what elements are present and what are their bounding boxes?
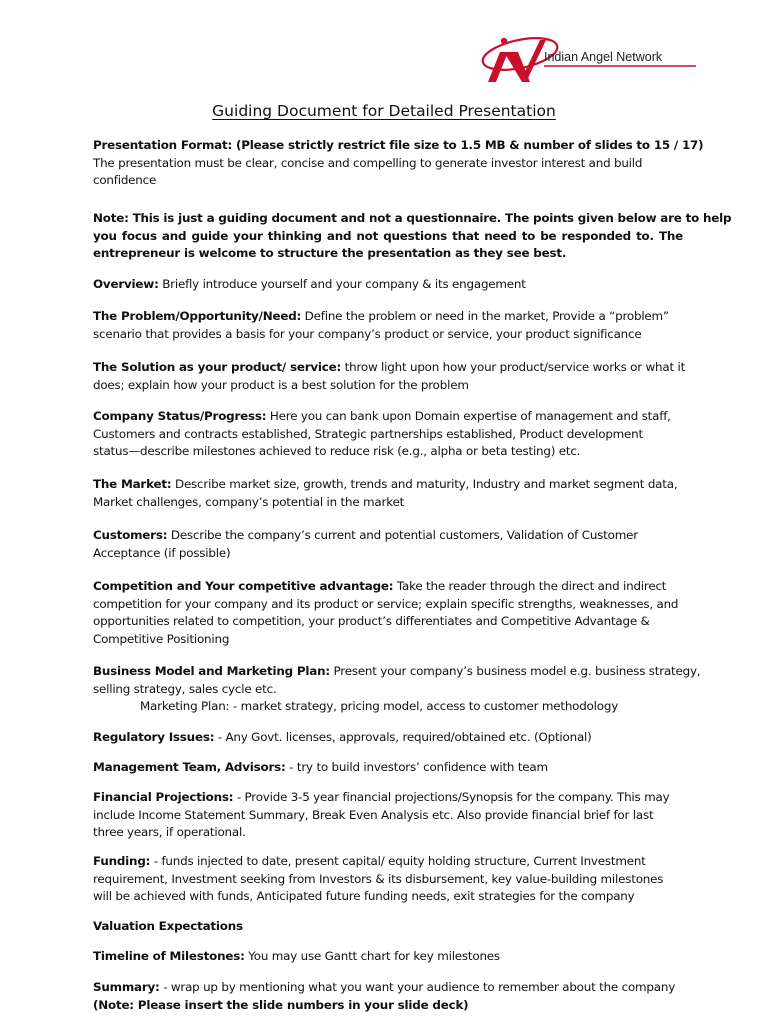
section-problem bbox=[93, 308, 683, 343]
section-label: Financial Projections: bbox=[93, 790, 234, 804]
section-label: Regulatory Issues: bbox=[93, 730, 215, 744]
section-solution bbox=[93, 359, 686, 394]
section-note bbox=[93, 210, 732, 263]
financial-line-2: include Income Statement Summary, Break Even Analysis etc. Also provide financial brief for last bbox=[93, 807, 654, 822]
status-line-1: Here you can bank upon Domain expertise of management and staff, bbox=[266, 409, 671, 423]
status-line-2: Customers and contracts established, Strategic partnerships established, Product development bbox=[93, 426, 643, 441]
section-overview bbox=[93, 276, 683, 294]
section-label: The Problem/Opportunity/Need: bbox=[93, 309, 302, 323]
financial-line-3: three years, if operational. bbox=[93, 825, 246, 839]
section-competition bbox=[93, 578, 683, 648]
funding-line-1: - funds injected to date, present capital/ equity holding structure, Current Investment bbox=[150, 854, 646, 868]
competition-line-1: Take the reader through the direct and indirect bbox=[393, 579, 667, 593]
status-line-3: status—describe milestones achieved to reduce risk (e.g., alpha or beta testing) etc. bbox=[93, 444, 581, 458]
section-management bbox=[93, 759, 683, 777]
page-title: Guiding Document for Detailed Presentation bbox=[212, 102, 556, 120]
logo-name: Indian Angel Network bbox=[544, 50, 663, 64]
section-customers bbox=[93, 527, 683, 562]
section-financial bbox=[93, 789, 683, 842]
section-label: The Market: bbox=[93, 477, 172, 491]
section-label: Competition and Your competitive advantage: bbox=[93, 579, 394, 593]
section-label: Timeline of Milestones: bbox=[93, 949, 245, 963]
customers-line-2: Acceptance (if possible) bbox=[93, 545, 231, 560]
section-valuation bbox=[93, 918, 683, 936]
business-line-3: Marketing Plan: - market strategy, pricing model, access to customer methodology bbox=[140, 699, 619, 713]
section-label: Valuation Expectations bbox=[93, 919, 243, 933]
section-label: Company Status/Progress: bbox=[93, 409, 267, 423]
format-line-3: confidence bbox=[93, 173, 157, 187]
funding-line-3: will be achieved with funds, Anticipated future funding needs, exit strategies for the company bbox=[93, 889, 635, 903]
section-presentation-format bbox=[93, 137, 704, 190]
solution-line-2: does; explain how your product is a best solution for the problem bbox=[93, 377, 469, 392]
note-line-2: you focus and guide your thinking and not questions that need to be responded to. The bbox=[93, 228, 683, 243]
summary-line-1: - wrap up by mentioning what you want your audience to remember about the company bbox=[159, 980, 676, 994]
competition-line-2: competition for your company and its product or service; explain specific strengths, weaknesses, and bbox=[93, 596, 679, 611]
customers-line-1: Describe the company’s current and potential customers, Validation of Customer bbox=[167, 528, 638, 542]
regulatory-line-1: - Any Govt. licenses, approvals, required/obtained etc. (Optional) bbox=[214, 730, 592, 744]
section-label: Presentation Format: bbox=[93, 138, 233, 152]
section-regulatory bbox=[93, 729, 683, 747]
timeline-line-1: You may use Gantt chart for key milestones bbox=[244, 949, 500, 963]
section-label: Overview: bbox=[93, 277, 159, 291]
format-line-2: The presentation must be clear, concise and compelling to generate investor interest and build bbox=[93, 155, 643, 170]
note-line-3: entrepreneur is welcome to structure the presentation as they see best. bbox=[93, 246, 567, 260]
market-line-1: Describe market size, growth, trends and maturity, Industry and market segment data, bbox=[171, 477, 678, 491]
format-line-1: (Please strictly restrict file size to 1.5 MB & number of slides to 15 / 17) bbox=[232, 138, 704, 152]
section-label: Summary: bbox=[93, 980, 160, 994]
section-label: Customers: bbox=[93, 528, 168, 542]
section-funding bbox=[93, 853, 683, 906]
market-line-2: Market challenges, company’s potential in the market bbox=[93, 494, 405, 509]
section-summary bbox=[93, 979, 683, 1014]
business-line-1: Present your company’s business model e.g. business strategy, bbox=[329, 664, 701, 678]
section-timeline bbox=[93, 948, 683, 966]
summary-line-2: (Note: Please insert the slide numbers in your slide deck) bbox=[93, 997, 469, 1012]
funding-line-2: requirement, Investment seeking from Investors & its disbursement, key value-building milestones bbox=[93, 871, 664, 886]
competition-line-4: Competitive Positioning bbox=[93, 631, 230, 646]
section-label: Management Team, Advisors: bbox=[93, 760, 286, 774]
problem-line-2: scenario that provides a basis for your company’s product or service, your product significance bbox=[93, 326, 642, 341]
solution-line-1: throw light upon how your product/service works or what it bbox=[341, 360, 686, 374]
section-market bbox=[93, 476, 683, 511]
section-label: Business Model and Marketing Plan: bbox=[93, 664, 330, 678]
section-company-status bbox=[93, 408, 683, 461]
financial-line-1: - Provide 3-5 year financial projections/Synopsis for the company. This may bbox=[233, 790, 670, 804]
overview-line-1: Briefly introduce yourself and your company & its engagement bbox=[158, 277, 526, 291]
business-line-2: selling strategy, sales cycle etc. bbox=[93, 681, 277, 696]
note-line-1: Note: This is just a guiding document and not a questionnaire. The points given below are to help bbox=[93, 211, 732, 225]
problem-line-1: Define the problem or need in the market, Provide a “problem” bbox=[301, 309, 669, 323]
management-line-1: - try to build investors’ confidence with team bbox=[285, 760, 548, 774]
competition-line-3: opportunities related to competition, your product’s differentiates and Competitive Advantage & bbox=[93, 614, 650, 628]
section-business-model bbox=[93, 663, 701, 716]
section-label: The Solution as your product/ service: bbox=[93, 360, 342, 374]
section-label: Funding: bbox=[93, 854, 151, 868]
